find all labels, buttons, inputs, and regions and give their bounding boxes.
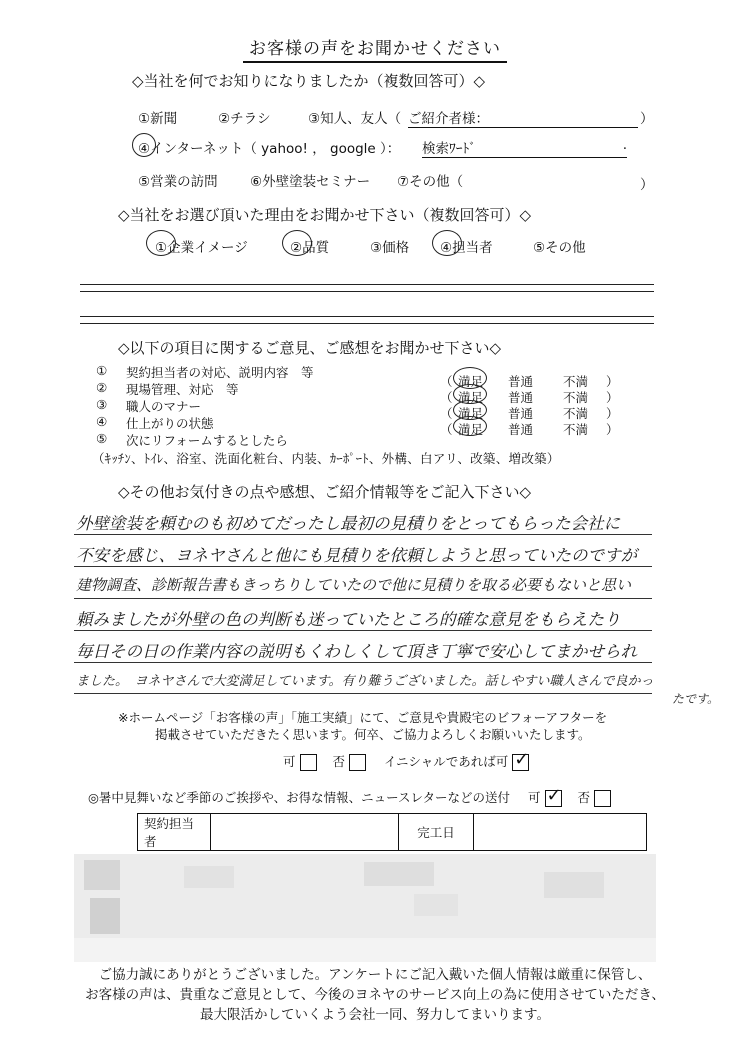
survey-title: お客様の声をお聞かせください	[0, 34, 750, 59]
completion-field[interactable]	[474, 814, 647, 851]
q3-item-5-num: ⑤	[96, 431, 108, 446]
q2-option-quality[interactable]: ②品質	[290, 240, 330, 256]
rating-3-dissatisfied[interactable]: 不満	[563, 406, 589, 421]
q3-item-4-num: ④	[96, 414, 108, 429]
rating-4-satisfied[interactable]: 満足	[458, 422, 484, 437]
newsletter-yes-label: 可	[528, 790, 541, 805]
newsletter-yes-check: ✓	[546, 785, 562, 806]
q1-option-flyer[interactable]: ②チラシ	[218, 111, 271, 127]
q3-item-1-num: ①	[96, 363, 108, 378]
rating-1-normal[interactable]: 普通	[508, 374, 534, 389]
rating-2-normal[interactable]: 普通	[508, 390, 534, 405]
footer-line-3: 最大限活かしていくよう会社一同、努力してまいります。	[200, 1007, 550, 1023]
comment-line-6: ました。 ヨネヤさんで大変満足しています。有り難うございました。話しやすい職人さんで良かっ	[76, 674, 654, 689]
q3-item-2-num: ②	[96, 380, 108, 395]
staff-signature-table	[137, 813, 647, 851]
comment-line-3: 建物調査、診断報告書もきっちりしていたので他に見積りを取る必要もないと思い	[76, 576, 632, 594]
permission-note-2: 掲載させていただきたく思います。何卒、ご協力よろしくお願いいたします。	[155, 727, 591, 742]
referrer-field[interactable]: ご紹介者様：	[408, 107, 638, 128]
permission-initial-checkbox[interactable]	[512, 749, 530, 771]
q2-option-image[interactable]: ①企業イメージ	[155, 240, 248, 256]
q2-circle-image	[146, 230, 176, 256]
permission-no-label: 否	[332, 754, 346, 769]
permission-no-checkbox[interactable]	[349, 754, 366, 771]
rating-4-normal[interactable]: 普通	[508, 422, 534, 437]
rating-1-satisfied[interactable]: 満足	[458, 374, 484, 389]
q1-other-close: ）	[640, 177, 654, 193]
q1-option-acquaintance[interactable]: ③知人、友人（	[308, 111, 402, 127]
comment-line-tail: たです。	[672, 692, 720, 706]
redacted-personal-info	[74, 854, 656, 962]
rating-2-satisfied[interactable]: 満足	[458, 390, 484, 405]
comment-line-2: 不安を感じ、ヨネヤさんと他にも見積りを依頼しようと思っていたのですが	[76, 546, 637, 565]
q1-option-newspaper[interactable]: ①新聞	[138, 111, 178, 127]
q3-item-3-num: ③	[96, 397, 108, 412]
referrer-close: ）	[640, 111, 654, 127]
q1-option-sales[interactable]: ⑤営業の訪問	[138, 174, 218, 190]
reason-line-2b	[80, 323, 654, 324]
comment-line-4: 頼みましたが外壁の色の判断も迷っていたところ的確な意見をもらえたり	[76, 610, 621, 629]
newsletter-no-label: 否	[577, 790, 591, 805]
comment-line-1: 外壁塗装を頼むのも初めてだったし最初の見積りをとってもらった会社に	[76, 514, 621, 533]
reason-line-1b	[80, 291, 654, 292]
q2-heading: ◇当社をお選び頂いた理由をお聞かせ下さい（複数回答可）◇	[118, 206, 532, 224]
permission-options	[283, 749, 533, 771]
footer-line-1: ご協力誠にありがとうございました。アンケートにご記入戴いた個人情報は厳重に保管し、	[98, 967, 652, 983]
completion-label: 完工日	[399, 814, 474, 851]
q1-option-seminar[interactable]: ⑥外壁塗装セミナー	[250, 174, 371, 190]
staff-field[interactable]	[211, 814, 399, 851]
q4-heading: ◇その他お気付きの点や感想、ご紹介情報等をご記入下さい◇	[118, 483, 532, 501]
rating-4-dissatisfied[interactable]: 不満	[563, 422, 589, 437]
q2-circle-quality	[282, 230, 312, 256]
q2-option-staff[interactable]: ④担当者	[440, 240, 493, 256]
reason-line-1	[80, 284, 654, 285]
q1-option-internet[interactable]: ④インターネット（ yahoo! ， google ）：	[138, 141, 401, 157]
q2-option-other[interactable]: ⑤その他	[533, 240, 586, 256]
newsletter-label: ◎暑中見舞いなど季節のご挨拶や、お得な情報、ニュースレターなどの送付	[88, 790, 511, 805]
staff-label: 契約担当者	[138, 814, 211, 851]
q1-heading: ◇当社を何でお知りになりましたか（複数回答可）◇	[132, 72, 486, 90]
permission-note-1: ※ホームページ「お客様の声」「施工実績」にて、ご意見や貴殿宅のビフォーアフターを	[118, 710, 608, 725]
q3-item-5-label: 次にリフォームするとしたら	[126, 433, 288, 448]
q1-option-other[interactable]: ⑦その他（	[397, 174, 464, 190]
rating-4-circle	[453, 416, 487, 436]
permission-initial-check: ✓	[514, 749, 530, 770]
rating-1-dissatisfied[interactable]: 不満	[563, 374, 589, 389]
q2-circle-staff	[432, 230, 462, 256]
footer-line-2: お客様の声は、貴重なご意見として、今後のヨネヤのサービス向上の為に使用させていただき、	[85, 987, 665, 1003]
search-word-field[interactable]: 検索ﾜｰﾄﾞ .	[422, 137, 627, 157]
q3-item-4-label: 仕上がりの状態	[126, 416, 214, 431]
reason-line-2	[80, 316, 654, 317]
q3-item-2-label: 現場管理、対応 等	[126, 382, 239, 397]
q2-option-price[interactable]: ③価格	[370, 240, 410, 256]
rating-2-dissatisfied[interactable]: 不満	[563, 390, 589, 405]
q3-heading: ◇以下の項目に関するご意見、ご感想をお聞かせ下さい◇	[118, 339, 502, 357]
rating-3-normal[interactable]: 普通	[508, 406, 534, 421]
q3-item-3-label: 職人のマナー	[126, 399, 202, 414]
newsletter-yes-checkbox[interactable]	[545, 785, 562, 807]
comment-line-5: 毎日その日の作業内容の説明もくわしくして頂き丁寧で安心してまかせられ	[76, 642, 637, 661]
rating-3-satisfied[interactable]: 満足	[458, 406, 484, 421]
newsletter-no-checkbox[interactable]	[594, 790, 611, 807]
q3-item-1-label: 契約担当者の対応、説明内容 等	[126, 365, 314, 380]
permission-yes-checkbox[interactable]	[300, 754, 317, 771]
q3-item-5-options: （ｷｯﾁﾝ、ﾄｲﾚ、浴室、洗面化粧台、内装、ｶｰﾎﾟｰﾄ、外構、白アリ、改築、増改築）	[92, 451, 560, 466]
permission-yes-label: 可	[283, 754, 296, 769]
permission-initial-label: イニシャルであれば可	[384, 754, 509, 769]
newsletter-row	[88, 785, 615, 807]
